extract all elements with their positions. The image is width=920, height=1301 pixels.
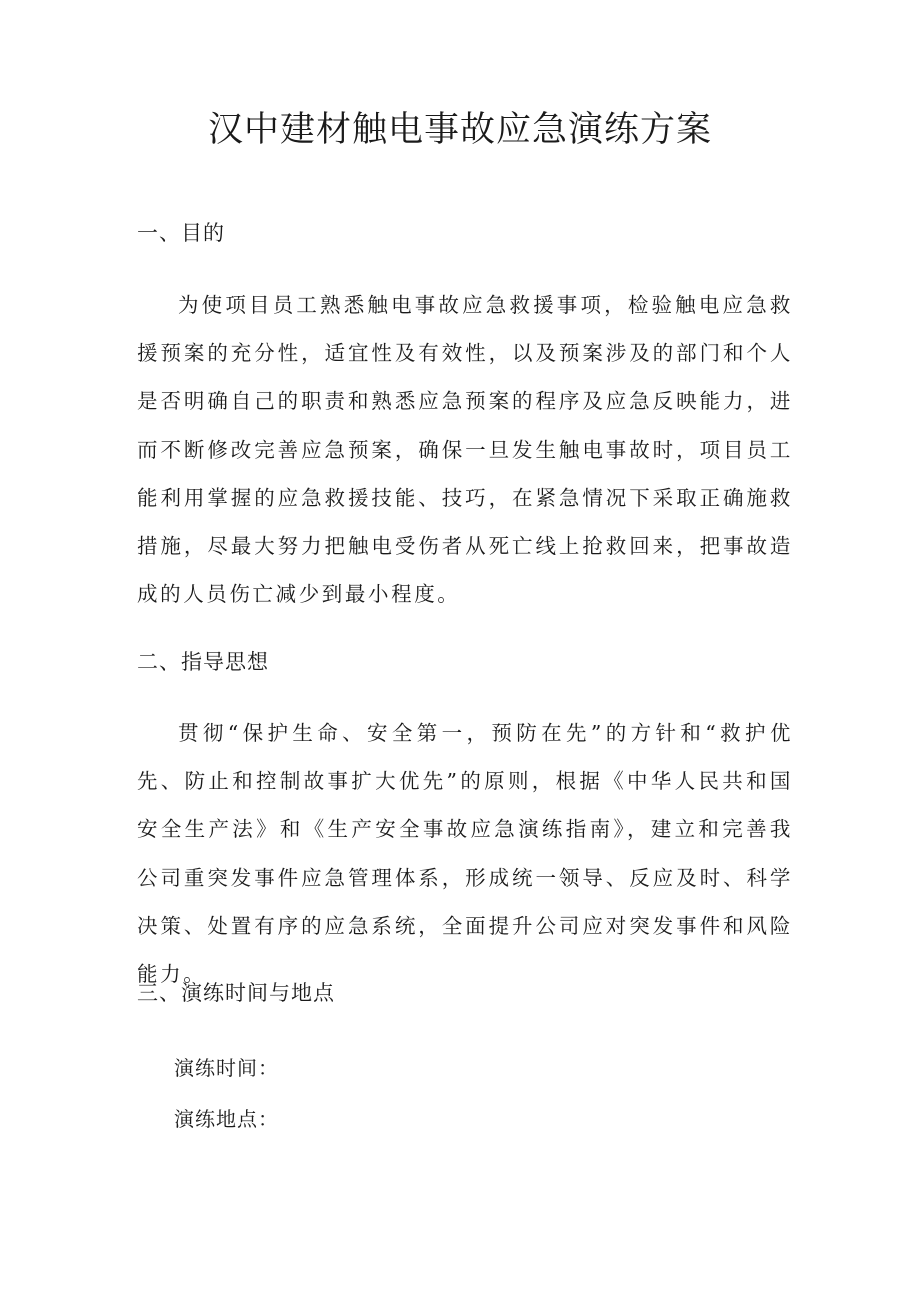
section-paragraph-purpose: 为使项目员工熟悉触电事故应急救援事项，检验触电应急救援预案的充分性，适宜性及有效性，以及预案涉及的部门和个人是否明确自己的职责和熟悉应急预案的程序及应急反映能力，进而不断修改完善应急预案，确保一旦发生触电事故时，项目员工能利用掌握的应急救援技能、技巧，在紧急情况下采取正确施救措施，尽最大努力把触电受伤者从死亡线上抢救回来，把事故造成的人员伤亡减少到最小程度。 bbox=[137, 293, 793, 607]
section-heading-time-and-place: 三、演练时间与地点 bbox=[137, 981, 335, 1005]
section-heading-guiding-principle: 二、指导思想 bbox=[137, 650, 269, 674]
section-heading-purpose: 一、目的 bbox=[137, 221, 225, 245]
field-drill-time: 演练时间： bbox=[174, 1056, 279, 1080]
document-title: 汉中建材触电事故应急演练方案 bbox=[207, 110, 712, 150]
section-paragraph-guiding-principle: 贯彻“保护生命、安全第一，预防在先”的方针和“救护优先、防止和控制故事扩大优先”的原则，根据《中华人民共和国安全生产法》和《生产安全事故应急演练指南》，建立和完善我公司重突发事件应急管理体系，形成统一领导、反应及时、科学决策、处置有序的应急系统，全面提升公司应对突发事件和风险能力。 bbox=[137, 721, 793, 987]
field-drill-location: 演练地点： bbox=[174, 1107, 279, 1131]
